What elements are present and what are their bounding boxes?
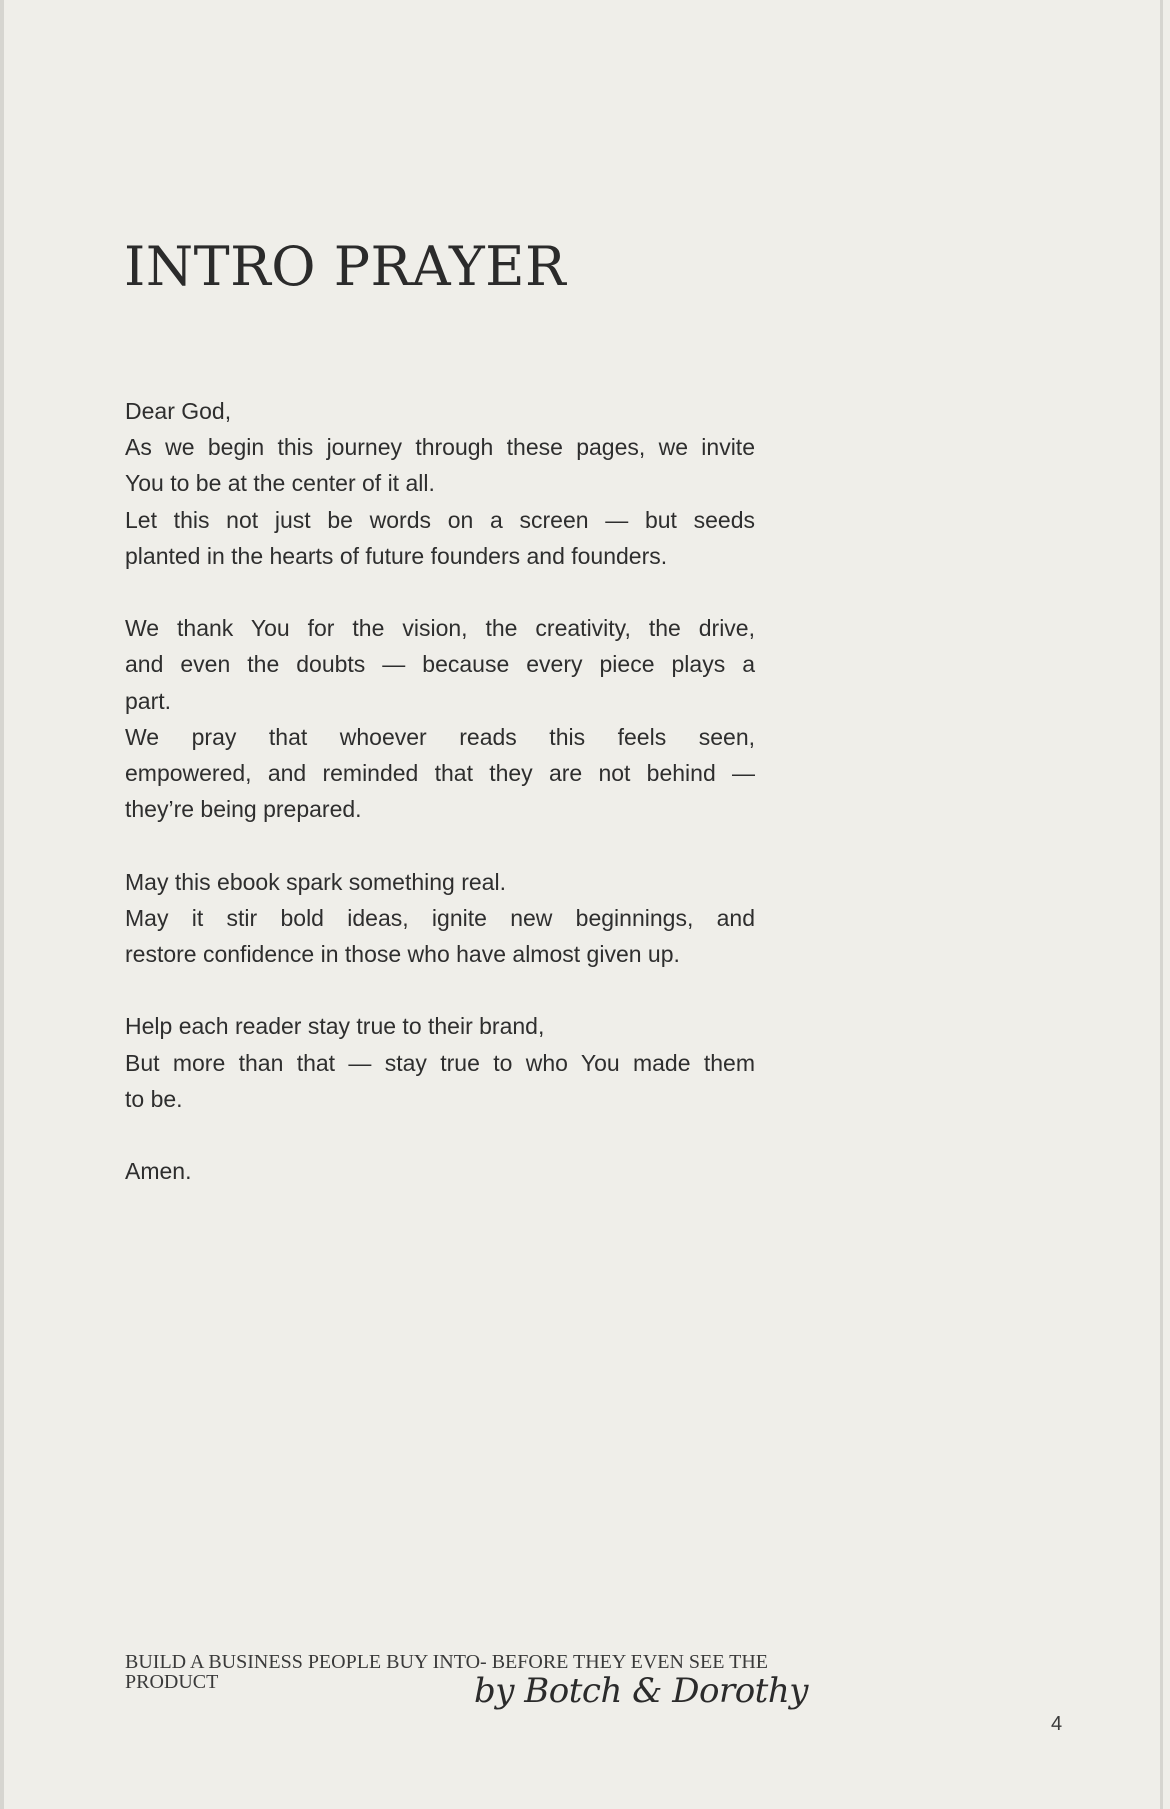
prayer-stanza xyxy=(125,1153,755,1189)
prayer-line: and even the doubts — because every piece plays a xyxy=(125,651,755,678)
prayer-line: empowered, and reminded that they are not behind — xyxy=(125,760,755,787)
prayer-line: part. xyxy=(125,687,172,714)
prayer-line: Let this not just be words on a screen — but seeds xyxy=(125,506,755,533)
prayer-stanza xyxy=(125,610,755,827)
prayer-stanza xyxy=(125,393,755,574)
prayer-line: We thank You for the vision, the creativity, the drive, xyxy=(125,615,755,642)
prayer-line: May it stir bold ideas, ignite new beginnings, and xyxy=(125,904,755,931)
prayer-line: Amen. xyxy=(125,1158,192,1185)
prayer-line: Dear God, xyxy=(125,398,232,424)
prayer-line: We pray that whoever reads this feels seen, xyxy=(125,723,755,750)
footer-book-title: BUILD A BUSINESS PEOPLE BUY INTO- BEFORE THEY EVEN SEE THE PRODUCT xyxy=(125,1651,768,1693)
prayer-line: planted in the hearts of future founders and founders. xyxy=(125,542,668,569)
prayer-line: restore confidence in those who have almost given up. xyxy=(125,941,680,968)
prayer-line: Help each reader stay true to their brand, xyxy=(125,1013,545,1040)
author-signature: by Botch & Dorothy xyxy=(474,1671,808,1711)
prayer-line: they’re being prepared. xyxy=(125,796,362,823)
page-number: 4 xyxy=(1051,1713,1063,1735)
prayer-stanza xyxy=(125,1008,755,1117)
prayer-body xyxy=(125,393,755,1226)
prayer-line: You to be at the center of it all. xyxy=(125,470,435,497)
prayer-line: But more than that — stay true to who You made them xyxy=(125,1049,755,1076)
page-title: INTRO PRAYER xyxy=(124,235,567,298)
prayer-line: As we begin this journey through these pages, we invite xyxy=(125,434,755,461)
prayer-line: to be. xyxy=(125,1085,183,1112)
prayer-line: May this ebook spark something real. xyxy=(125,868,506,895)
prayer-stanza xyxy=(125,864,755,973)
